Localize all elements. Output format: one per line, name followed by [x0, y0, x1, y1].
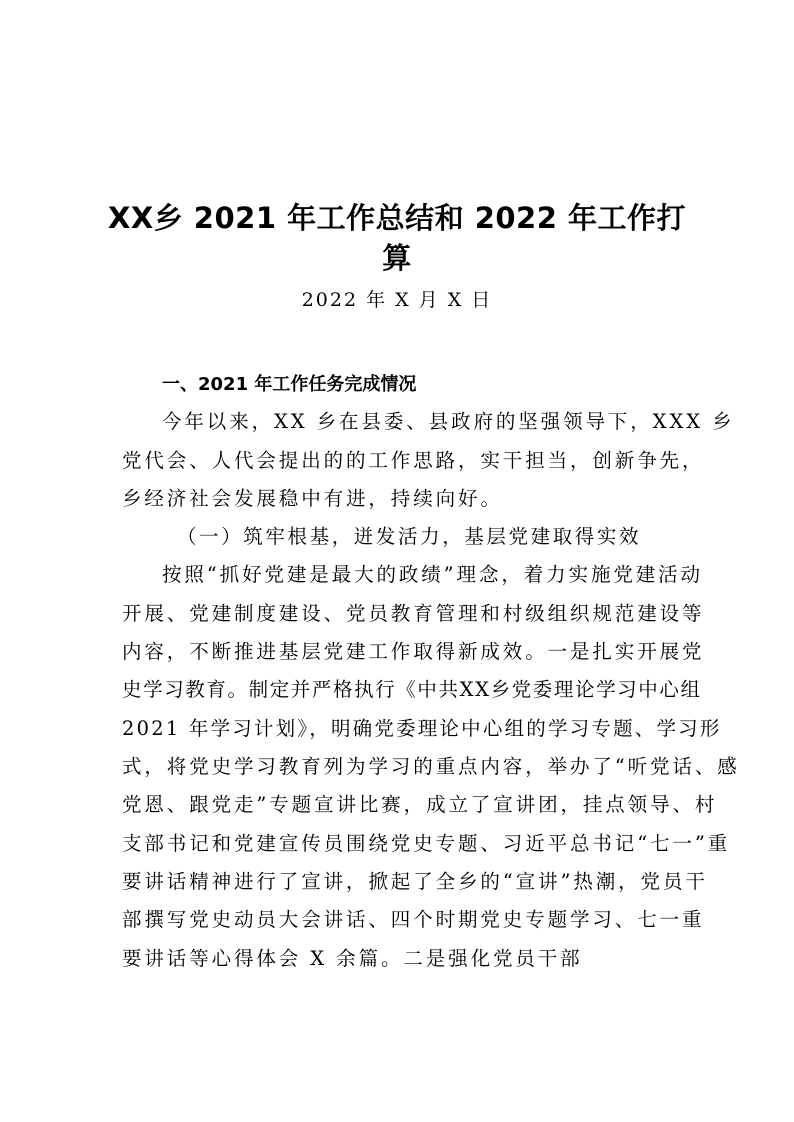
- subsection-heading: （一）筑牢根基，迸发活力，基层党建取得实效: [177, 525, 642, 548]
- paragraph-line: 内容，不断推进基层党建工作取得新成效。一是扎实开展党: [122, 640, 705, 663]
- paragraph-line: 支部书记和党建宣传员围绕党史专题、习近平总书记“七一”重: [122, 832, 731, 855]
- paragraph-line: 开展、党建制度建设、党员教育管理和村级组织规范建设等: [122, 602, 705, 625]
- paragraph-line: 部撰写党史动员大会讲话、四个时期党史专题学习、七一重: [122, 908, 705, 931]
- paragraph-line: 按照“抓好党建是最大的政绩”理念，着力实施党建活动: [162, 563, 703, 586]
- paragraph-line: 今年以来，XX 乡在县委、县政府的坚强领导下，XXX 乡: [162, 410, 735, 433]
- paragraph-line: 史学习教育。制定并严格执行《中共XX乡党委理论学习中心组: [122, 678, 702, 701]
- paragraph-line: 党代会、人代会提出的的工作思路，实干担当，创新争先，: [122, 449, 705, 472]
- section-heading: 一、2021 年工作任务完成情况: [162, 374, 417, 395]
- paragraph-line: 党恩、跟党走”专题宣讲比赛，成立了宣讲团，挂点领导、村: [122, 793, 718, 816]
- document-title-line-1: XX乡 2021 年工作总结和 2022 年工作打: [107, 201, 687, 235]
- document-date: 2022 年 X 月 X 日: [301, 289, 493, 311]
- paragraph-line: 2021 年学习计划》，明确党委理论中心组的学习专题、学习形: [122, 717, 722, 740]
- document-title-line-2: 算: [382, 241, 412, 275]
- paragraph-line: 要讲话精神进行了宣讲，掀起了全乡的“宣讲”热潮，党员干: [122, 870, 708, 893]
- paragraph-line: 式，将党史学习教育列为学习的重点内容，举办了“听党话、感: [122, 755, 740, 778]
- paragraph-line: 乡经济社会发展稳中有进，持续向好。: [122, 487, 503, 510]
- paragraph-line: 要讲话等心得体会 X 余篇。二是强化党员干部: [122, 947, 583, 970]
